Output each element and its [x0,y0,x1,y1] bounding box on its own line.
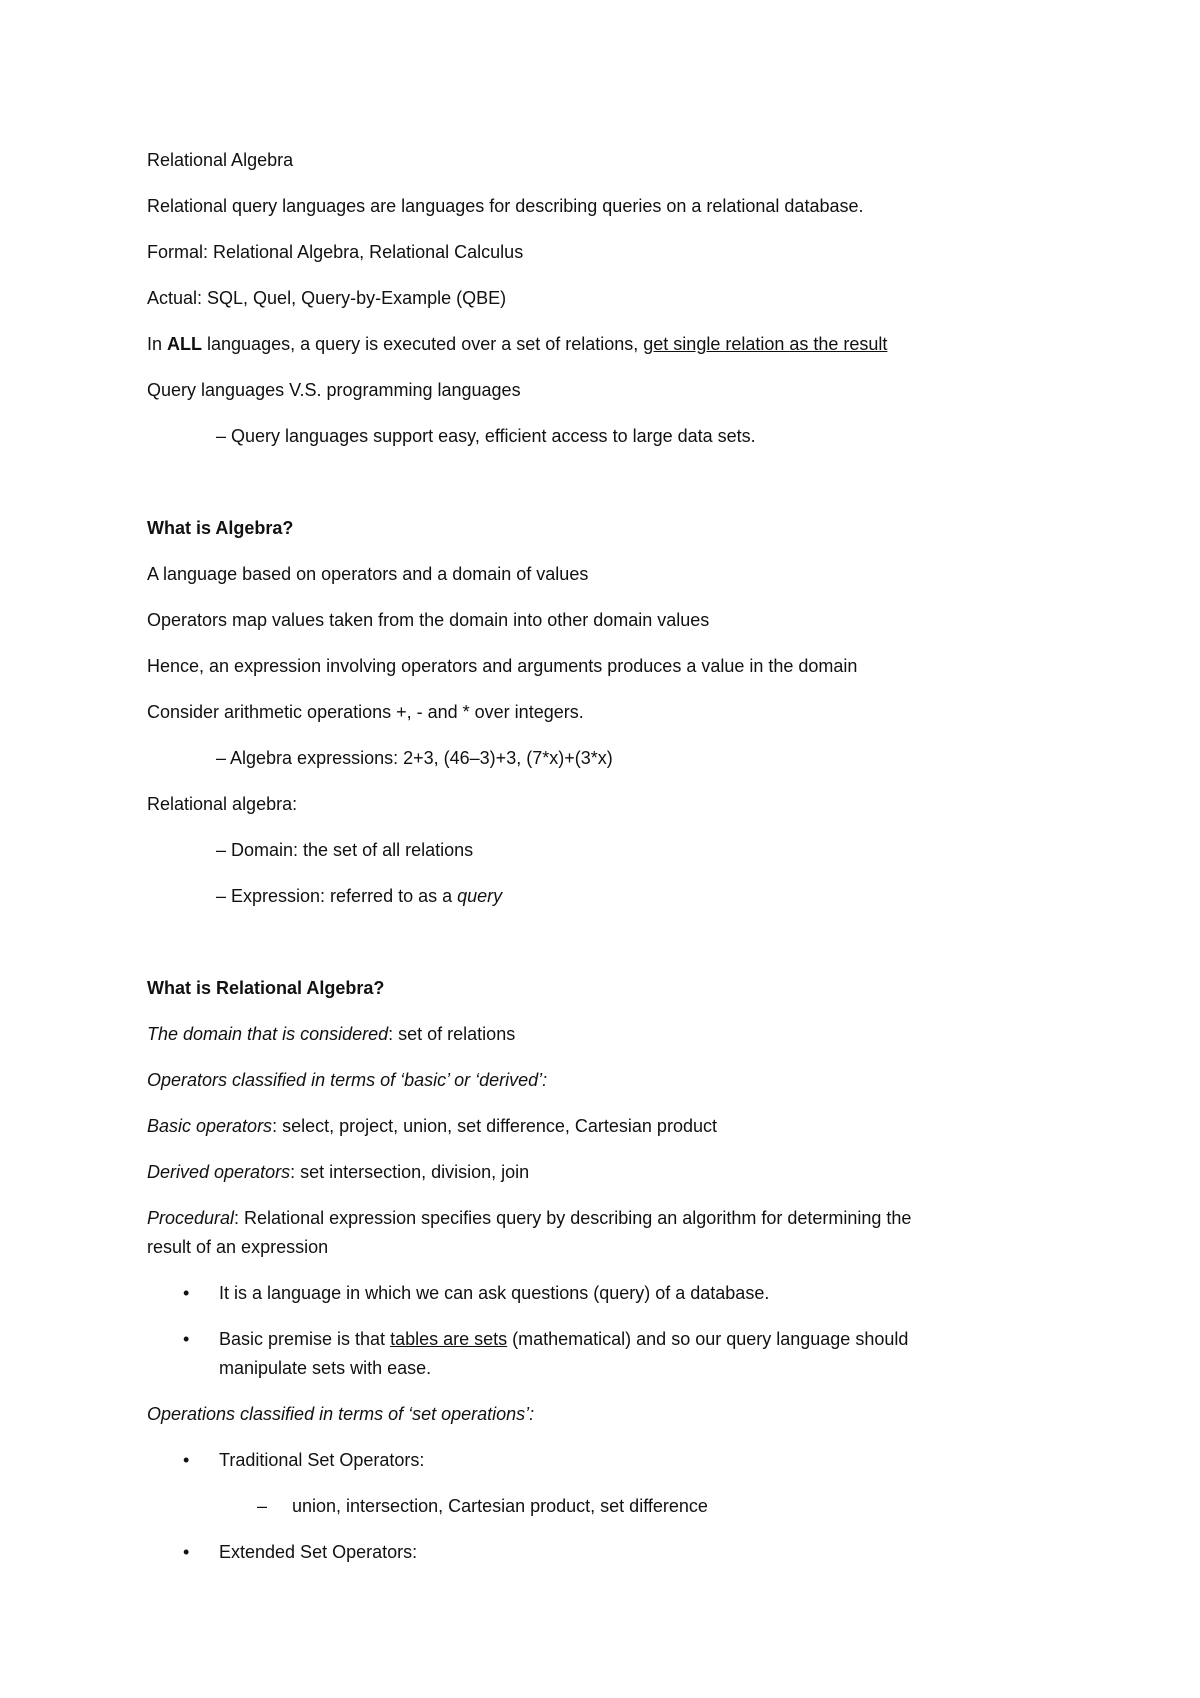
document-title: Relational Algebra [147,150,294,170]
bullet-item-tables-are-sets [219,1328,908,1350]
set-operations-classified-line: Operations classified in terms of ‘set operations’: [147,1404,535,1424]
traditional-operators-list: union, intersection, Cartesian product, set difference [292,1496,708,1516]
relational-algebra-line: Relational algebra: [147,794,298,814]
procedural-rest: : Relational expression specifies query by describing an algorithm for determining the [234,1208,912,1228]
expression-prefix: – Expression: referred to as a [216,886,458,906]
tables-are-sets-rest: (mathematical) and so our query language should [507,1329,909,1349]
procedural-line-continued: result of an expression [147,1237,329,1257]
all-languages-middle: languages, a query is executed over a set of relations, [202,334,644,354]
intro-line: Relational query languages are languages for describing queries on a relational database. [147,196,864,216]
all-emphasis: ALL [167,334,203,354]
procedural-line [147,1207,911,1229]
all-languages-line [147,333,887,355]
bullet-item-tables-are-sets-continued: manipulate sets with ease. [219,1358,432,1378]
query-italic: query [457,886,503,906]
domain-considered-line [147,1023,515,1045]
procedural-italic: Procedural [147,1208,235,1228]
query-vs-programming-line: Query languages V.S. programming languages [147,380,521,400]
tables-are-sets-underlined: tables are sets [390,1329,508,1349]
derived-operators-rest: : set intersection, division, join [290,1162,530,1182]
query-vs-programming-subpoint: – Query languages support easy, efficient access to large data sets. [216,426,756,446]
bullet-icon: • [183,1329,190,1349]
all-languages-prefix: In [147,334,168,354]
algebra-line-3: Hence, an expression involving operators and arguments produces a value in the domain [147,656,858,676]
operators-classified-line: Operators classified in terms of ‘basic’ or ‘derived’: [147,1070,548,1090]
domain-considered-rest: : set of relations [388,1024,516,1044]
expression-subpoint [216,885,502,907]
algebra-line-2: Operators map values taken from the domain into other domain values [147,610,710,630]
basic-operators-line [147,1115,717,1137]
bullet-icon: • [183,1283,190,1303]
bullet-icon: • [183,1542,190,1562]
tables-are-sets-prefix: Basic premise is that [219,1329,391,1349]
heading-what-is-algebra: What is Algebra? [147,518,294,538]
bullet-icon: • [183,1450,190,1470]
domain-subpoint: – Domain: the set of all relations [216,840,474,860]
algebra-line-1: A language based on operators and a domain of values [147,564,589,584]
actual-languages-line: Actual: SQL, Quel, Query-by-Example (QBE) [147,288,507,308]
formal-languages-line: Formal: Relational Algebra, Relational Calculus [147,242,524,262]
algebra-line-4: Consider arithmetic operations +, - and * over integers. [147,702,584,722]
dash-icon: – [257,1496,268,1516]
single-relation-underlined: get single relation as the result [643,334,888,354]
domain-considered-italic: The domain that is considered [147,1024,389,1044]
algebra-expressions-subpoint: – Algebra expressions: 2+3, (46–3)+3, (7*x)+(3*x) [216,748,613,768]
derived-operators-line [147,1161,529,1183]
bullet-item-traditional-set-operators: Traditional Set Operators: [219,1450,425,1470]
bullet-item-query-language: It is a language in which we can ask questions (query) of a database. [219,1283,770,1303]
derived-operators-italic: Derived operators [147,1162,291,1182]
basic-operators-rest: : select, project, union, set difference, Cartesian product [272,1116,717,1136]
basic-operators-italic: Basic operators [147,1116,273,1136]
heading-what-is-relational-algebra: What is Relational Algebra? [147,978,385,998]
bullet-item-extended-set-operators: Extended Set Operators: [219,1542,418,1562]
